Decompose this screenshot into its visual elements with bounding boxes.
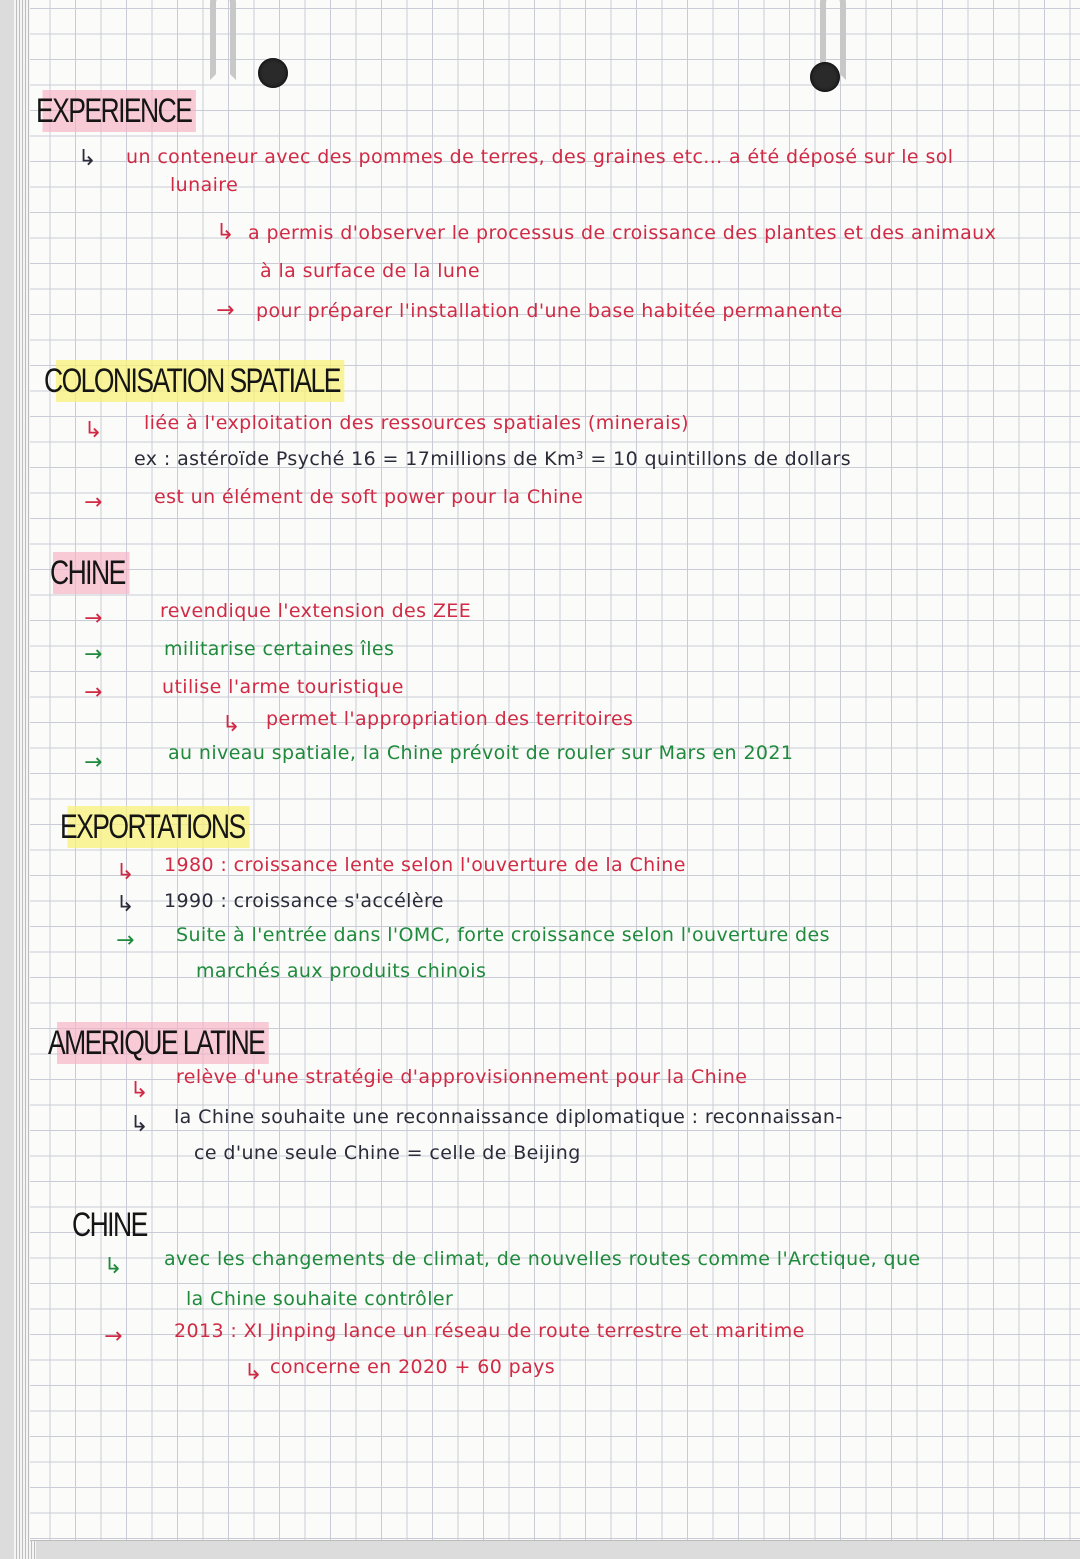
chine-line-4: permet l'appropriation des territoires: [266, 708, 634, 730]
arrow-icon: →: [116, 928, 135, 953]
exportations-line-1: 1980 : croissance lente selon l'ouverture de la Chine: [164, 854, 686, 876]
experience-line-2: lunaire: [170, 174, 239, 196]
amerique-line-2: la Chine souhaite une reconnaissance diplomatique : reconnaissan-: [174, 1106, 843, 1128]
experience-line-3: a permis d'observer le processus de croissance des plantes et des animaux: [248, 222, 997, 244]
section-title-chine-2: CHINE: [72, 1206, 147, 1244]
arrow-icon: ↳: [130, 1078, 149, 1103]
amerique-line-1: relève d'une stratégie d'approvisionnement pour la Chine: [176, 1066, 748, 1088]
arrow-icon: →: [84, 642, 103, 667]
arrow-icon: ↳: [78, 146, 97, 171]
chine2-line-1: avec les changements de climat, de nouvelles routes comme l'Arctique, que: [164, 1248, 921, 1270]
arrow-icon: ↳: [216, 220, 235, 245]
arrow-icon: ↳: [116, 860, 135, 885]
amerique-line-3: ce d'une seule Chine = celle de Beijing: [194, 1142, 581, 1164]
section-title-chine: CHINE: [50, 556, 129, 590]
arrow-icon: ↳: [130, 1112, 149, 1137]
colonisation-line-1: liée à l'exploitation des ressources spatiales (minerais): [144, 412, 689, 434]
arrow-icon: ↳: [104, 1254, 123, 1279]
colonisation-line-3: est un élément de soft power pour la Chine: [154, 486, 584, 508]
exportations-line-4: marchés aux produits chinois: [196, 960, 487, 982]
binder-hole-left: [258, 58, 288, 88]
experience-line-1: un conteneur avec des pommes de terres, des graines etc... a été déposé sur le sol: [126, 146, 954, 168]
binder-ring-left: [210, 0, 236, 80]
arrow-icon: →: [216, 298, 235, 323]
arrow-icon: ↳: [244, 1360, 263, 1385]
section-title-amerique-latine: AMERIQUE LATINE: [48, 1026, 269, 1060]
arrow-icon: ↳: [116, 892, 135, 917]
experience-line-5: pour préparer l'installation d'une base habitée permanente: [256, 300, 843, 322]
section-title-exportations: EXPORTATIONS: [60, 810, 249, 844]
exportations-line-2: 1990 : croissance s'accélère: [164, 890, 444, 912]
chine2-line-2: la Chine souhaite contrôler: [186, 1288, 454, 1310]
arrow-icon: →: [104, 1324, 123, 1349]
colonisation-line-2: ex : astéroïde Psyché 16 = 17millions de Km³ = 10 quintillons de dollars: [134, 448, 852, 470]
arrow-icon: →: [84, 490, 103, 515]
arrow-icon: →: [84, 750, 103, 775]
binder-hole-right: [810, 62, 840, 92]
section-title-experience: EXPERIENCE: [36, 94, 196, 128]
chine-line-2: militarise certaines îles: [164, 638, 395, 660]
section-title-colonisation: COLONISATION SPATIALE: [44, 364, 345, 398]
notebook-sheet: [30, 0, 1080, 1541]
chine-line-1: revendique l'extension des ZEE: [160, 600, 472, 622]
chine-line-3: utilise l'arme touristique: [162, 676, 404, 698]
arrow-icon: ↳: [222, 712, 241, 737]
chine2-line-4: concerne en 2020 + 60 pays: [270, 1356, 556, 1378]
arrow-icon: →: [84, 680, 103, 705]
exportations-line-3: Suite à l'entrée dans l'OMC, forte croissance selon l'ouverture des: [176, 924, 830, 946]
chine2-line-3: 2013 : XI Jinping lance un réseau de route terrestre et maritime: [174, 1320, 805, 1342]
chine-line-5: au niveau spatiale, la Chine prévoit de rouler sur Mars en 2021: [168, 742, 794, 764]
arrow-icon: ↳: [84, 418, 103, 443]
experience-line-4: à la surface de la lune: [260, 260, 480, 282]
arrow-icon: →: [84, 606, 103, 631]
